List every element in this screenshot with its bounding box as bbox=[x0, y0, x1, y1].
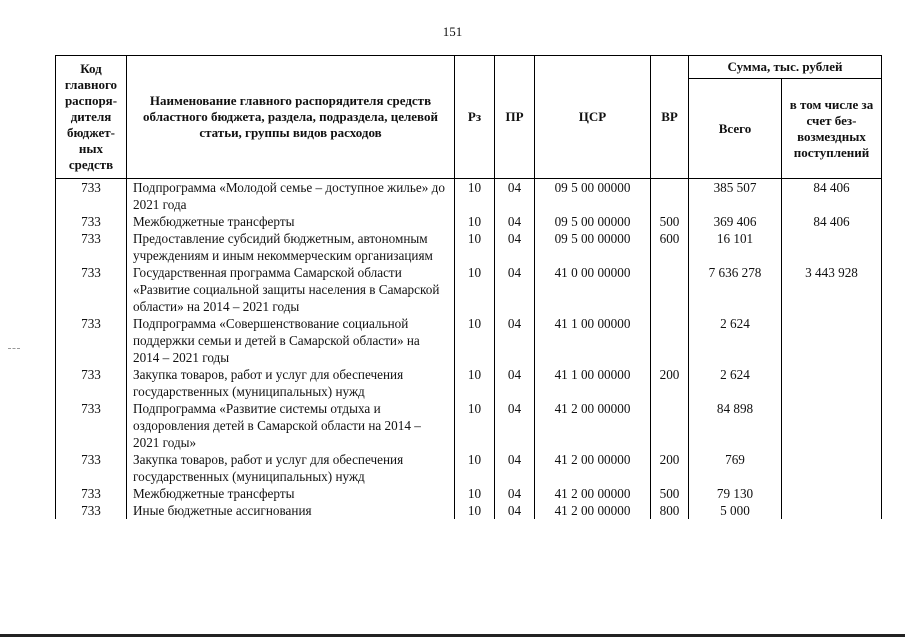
cell-code: 733 bbox=[56, 400, 127, 451]
margin-mark bbox=[8, 348, 20, 349]
cell-rz: 10 bbox=[455, 230, 495, 264]
cell-total: 84 898 bbox=[689, 400, 782, 451]
cell-csr: 41 2 00 00000 bbox=[535, 485, 651, 502]
cell-total: 2 624 bbox=[689, 366, 782, 400]
table-row bbox=[56, 485, 882, 502]
cell-vr bbox=[651, 400, 689, 451]
budget-table-container bbox=[55, 55, 881, 519]
cell-name: Государственная программа Самарской области «Развитие социальной защиты населения в Самарской области» на 2014 – 2021 годы bbox=[127, 264, 455, 315]
cell-total: 2 624 bbox=[689, 315, 782, 366]
cell-total: 385 507 bbox=[689, 179, 782, 214]
page-bottom-rule bbox=[0, 634, 905, 637]
table-row bbox=[56, 179, 882, 214]
cell-rz: 10 bbox=[455, 213, 495, 230]
cell-incl bbox=[782, 366, 882, 400]
table-row bbox=[56, 366, 882, 400]
cell-incl: 3 443 928 bbox=[782, 264, 882, 315]
header-sum: Сумма, тыс. рублей bbox=[689, 56, 882, 79]
cell-name: Подпрограмма «Развитие системы отдыха и оздоровления детей в Самарской области на 2014 – 2021 годы» bbox=[127, 400, 455, 451]
cell-code: 733 bbox=[56, 366, 127, 400]
cell-total: 769 bbox=[689, 451, 782, 485]
cell-rz: 10 bbox=[455, 264, 495, 315]
cell-code: 733 bbox=[56, 264, 127, 315]
header-vr: ВР bbox=[651, 56, 689, 179]
header-pr: ПР bbox=[495, 56, 535, 179]
cell-name: Подпрограмма «Совершенствование социальной поддержки семьи и детей в Самарской области» на 2014 – 2021 годы bbox=[127, 315, 455, 366]
table-row bbox=[56, 400, 882, 451]
cell-csr: 41 1 00 00000 bbox=[535, 366, 651, 400]
cell-pr: 04 bbox=[495, 213, 535, 230]
cell-pr: 04 bbox=[495, 315, 535, 366]
cell-csr: 41 1 00 00000 bbox=[535, 315, 651, 366]
cell-pr: 04 bbox=[495, 264, 535, 315]
cell-total: 7 636 278 bbox=[689, 264, 782, 315]
cell-rz: 10 bbox=[455, 400, 495, 451]
cell-incl: 84 406 bbox=[782, 179, 882, 214]
cell-pr: 04 bbox=[495, 502, 535, 519]
cell-incl bbox=[782, 315, 882, 366]
table-row bbox=[56, 451, 882, 485]
cell-code: 733 bbox=[56, 179, 127, 214]
cell-vr: 200 bbox=[651, 451, 689, 485]
cell-incl bbox=[782, 400, 882, 451]
cell-rz: 10 bbox=[455, 502, 495, 519]
cell-csr: 41 0 00 00000 bbox=[535, 264, 651, 315]
cell-rz: 10 bbox=[455, 179, 495, 214]
cell-total: 369 406 bbox=[689, 213, 782, 230]
cell-incl bbox=[782, 230, 882, 264]
table-row bbox=[56, 264, 882, 315]
cell-csr: 41 2 00 00000 bbox=[535, 502, 651, 519]
table-header bbox=[56, 56, 882, 179]
cell-csr: 09 5 00 00000 bbox=[535, 213, 651, 230]
cell-incl: 84 406 bbox=[782, 213, 882, 230]
cell-name: Закупка товаров, работ и услуг для обеспечения государственных (муниципальных) нужд bbox=[127, 366, 455, 400]
cell-code: 733 bbox=[56, 451, 127, 485]
cell-vr bbox=[651, 179, 689, 214]
cell-csr: 09 5 00 00000 bbox=[535, 230, 651, 264]
cell-csr: 09 5 00 00000 bbox=[535, 179, 651, 214]
table-row bbox=[56, 502, 882, 519]
cell-rz: 10 bbox=[455, 485, 495, 502]
cell-name: Межбюджетные трансферты bbox=[127, 213, 455, 230]
cell-pr: 04 bbox=[495, 179, 535, 214]
cell-code: 733 bbox=[56, 230, 127, 264]
cell-csr: 41 2 00 00000 bbox=[535, 451, 651, 485]
cell-pr: 04 bbox=[495, 485, 535, 502]
budget-table bbox=[55, 55, 882, 519]
cell-name: Закупка товаров, работ и услуг для обеспечения государственных (муниципальных) нужд bbox=[127, 451, 455, 485]
header-name: Наименование главного распорядителя средств областного бюджета, раздела, подраздела, целевой статьи, группы видов расходов bbox=[127, 56, 455, 179]
cell-csr: 41 2 00 00000 bbox=[535, 400, 651, 451]
cell-total: 16 101 bbox=[689, 230, 782, 264]
table-row bbox=[56, 315, 882, 366]
cell-pr: 04 bbox=[495, 366, 535, 400]
cell-rz: 10 bbox=[455, 451, 495, 485]
table-body bbox=[56, 179, 882, 520]
cell-code: 733 bbox=[56, 485, 127, 502]
cell-pr: 04 bbox=[495, 230, 535, 264]
cell-pr: 04 bbox=[495, 451, 535, 485]
cell-name: Предоставление субсидий бюджетным, автономным учреждениям и иным некоммерческим организациям bbox=[127, 230, 455, 264]
header-code: Код главного распоря-дителя бюджет-ных средств bbox=[56, 56, 127, 179]
cell-name: Межбюджетные трансферты bbox=[127, 485, 455, 502]
header-incl: в том числе за счет без-возмездных поступлений bbox=[782, 79, 882, 179]
cell-vr bbox=[651, 315, 689, 366]
table-row bbox=[56, 213, 882, 230]
cell-rz: 10 bbox=[455, 366, 495, 400]
cell-vr bbox=[651, 264, 689, 315]
cell-incl bbox=[782, 485, 882, 502]
page-number: 151 bbox=[442, 24, 463, 39]
cell-code: 733 bbox=[56, 315, 127, 366]
header-rz: Рз bbox=[455, 56, 495, 179]
cell-rz: 10 bbox=[455, 315, 495, 366]
cell-vr: 200 bbox=[651, 366, 689, 400]
cell-vr: 500 bbox=[651, 213, 689, 230]
header-csr: ЦСР bbox=[535, 56, 651, 179]
cell-total: 79 130 bbox=[689, 485, 782, 502]
cell-code: 733 bbox=[56, 502, 127, 519]
table-row bbox=[56, 230, 882, 264]
cell-incl bbox=[782, 502, 882, 519]
cell-name: Иные бюджетные ассигнования bbox=[127, 502, 455, 519]
cell-name: Подпрограмма «Молодой семье – доступное жилье» до 2021 года bbox=[127, 179, 455, 214]
cell-vr: 500 bbox=[651, 485, 689, 502]
cell-vr: 600 bbox=[651, 230, 689, 264]
cell-vr: 800 bbox=[651, 502, 689, 519]
cell-pr: 04 bbox=[495, 400, 535, 451]
header-total: Всего bbox=[689, 79, 782, 179]
cell-incl bbox=[782, 451, 882, 485]
cell-total: 5 000 bbox=[689, 502, 782, 519]
cell-code: 733 bbox=[56, 213, 127, 230]
